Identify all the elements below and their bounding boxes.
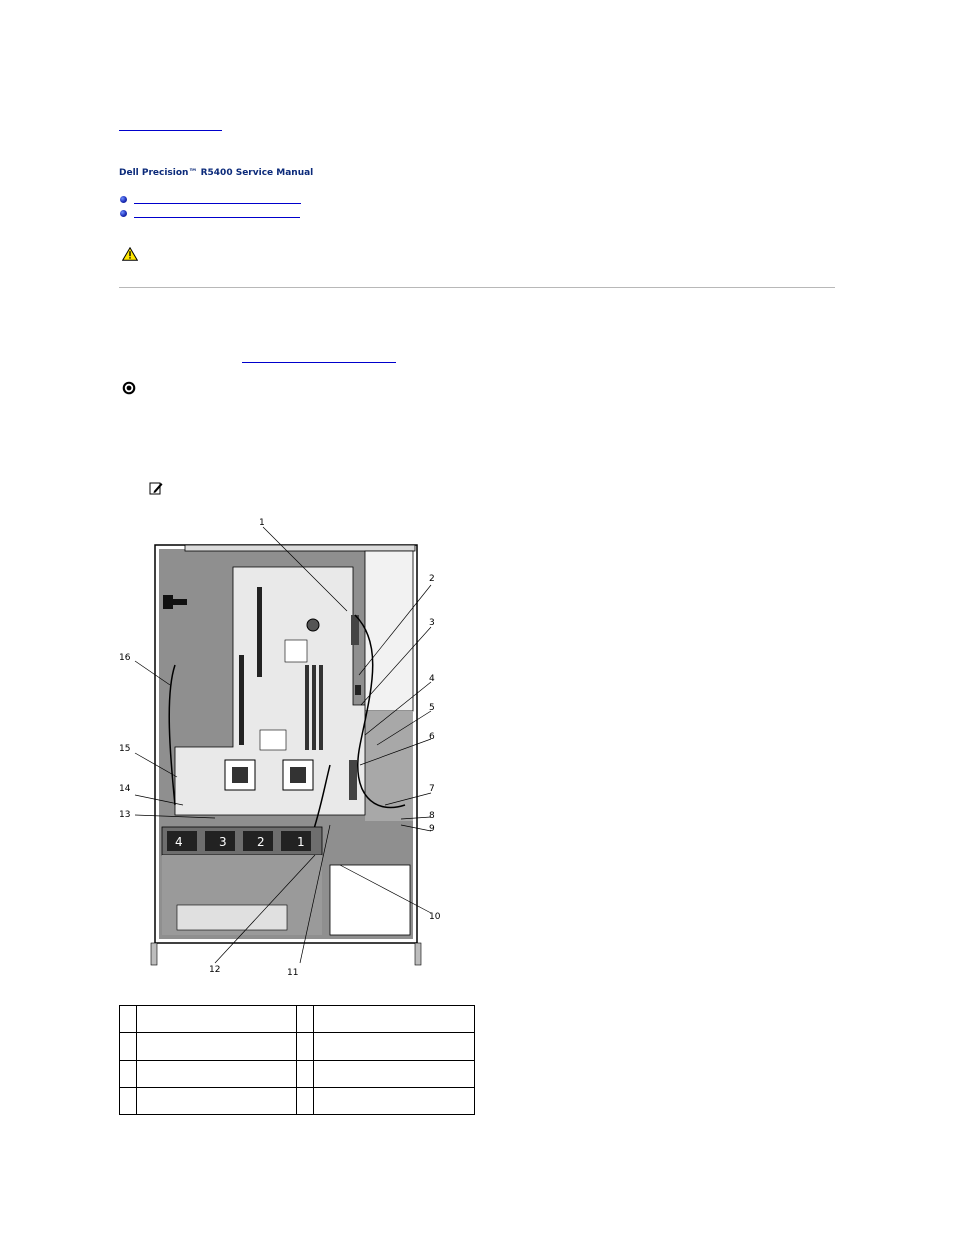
table-row: [120, 1060, 475, 1087]
system-interior-figure: [115, 515, 445, 985]
bullet-icon: [120, 196, 127, 203]
table-row: [120, 1033, 475, 1060]
table-cell: [297, 1087, 314, 1114]
table-cell: [136, 1087, 297, 1114]
table-cell: [297, 1033, 314, 1060]
table-cell: [120, 1060, 137, 1087]
callout-number: 15: [119, 744, 131, 754]
toc-link-1[interactable]: [134, 203, 301, 204]
table-cell: [314, 1033, 475, 1060]
callout-number: 11: [287, 968, 299, 978]
fan-label: 3: [219, 835, 227, 849]
table-cell: [314, 1087, 475, 1114]
fan-label: 2: [257, 835, 265, 849]
section-divider: [119, 287, 835, 288]
table-cell: [314, 1006, 475, 1033]
table-cell: [297, 1006, 314, 1033]
callout-number: 12: [209, 965, 221, 975]
callout-number: 2: [429, 574, 435, 584]
fan-label: 1: [297, 835, 305, 849]
table-cell: [136, 1006, 297, 1033]
back-to-contents-link[interactable]: [119, 130, 222, 131]
caution-icon: [122, 247, 138, 261]
bullet-icon: [120, 210, 127, 217]
callout-number: 9: [429, 824, 435, 834]
callout-legend-table: [119, 1005, 475, 1115]
table-cell: [120, 1033, 137, 1060]
table-cell: [314, 1060, 475, 1087]
table-cell: [136, 1060, 297, 1087]
inline-link[interactable]: [242, 362, 396, 363]
callout-number: 8: [429, 811, 435, 821]
table-cell: [297, 1060, 314, 1087]
fan-label: 4: [175, 835, 183, 849]
notice-icon: [122, 381, 136, 395]
callout-number: 14: [119, 784, 131, 794]
callout-number: 7: [429, 784, 435, 794]
table-cell: [120, 1006, 137, 1033]
callout-number: 16: [119, 653, 131, 663]
toc-link-2[interactable]: [134, 217, 300, 218]
callout-number: 4: [429, 674, 435, 684]
callout-number: 3: [429, 618, 435, 628]
table-row: [120, 1006, 475, 1033]
page-title: Dell Precision™ R5400 Service Manual: [119, 168, 314, 178]
callout-number: 1: [259, 518, 265, 528]
table-row: [120, 1087, 475, 1114]
callout-number: 6: [429, 732, 435, 742]
callout-number: 13: [119, 810, 131, 820]
callout-number: 10: [429, 912, 441, 922]
table-cell: [136, 1033, 297, 1060]
table-cell: [120, 1087, 137, 1114]
note-icon: [149, 481, 163, 495]
callout-number: 5: [429, 703, 435, 713]
